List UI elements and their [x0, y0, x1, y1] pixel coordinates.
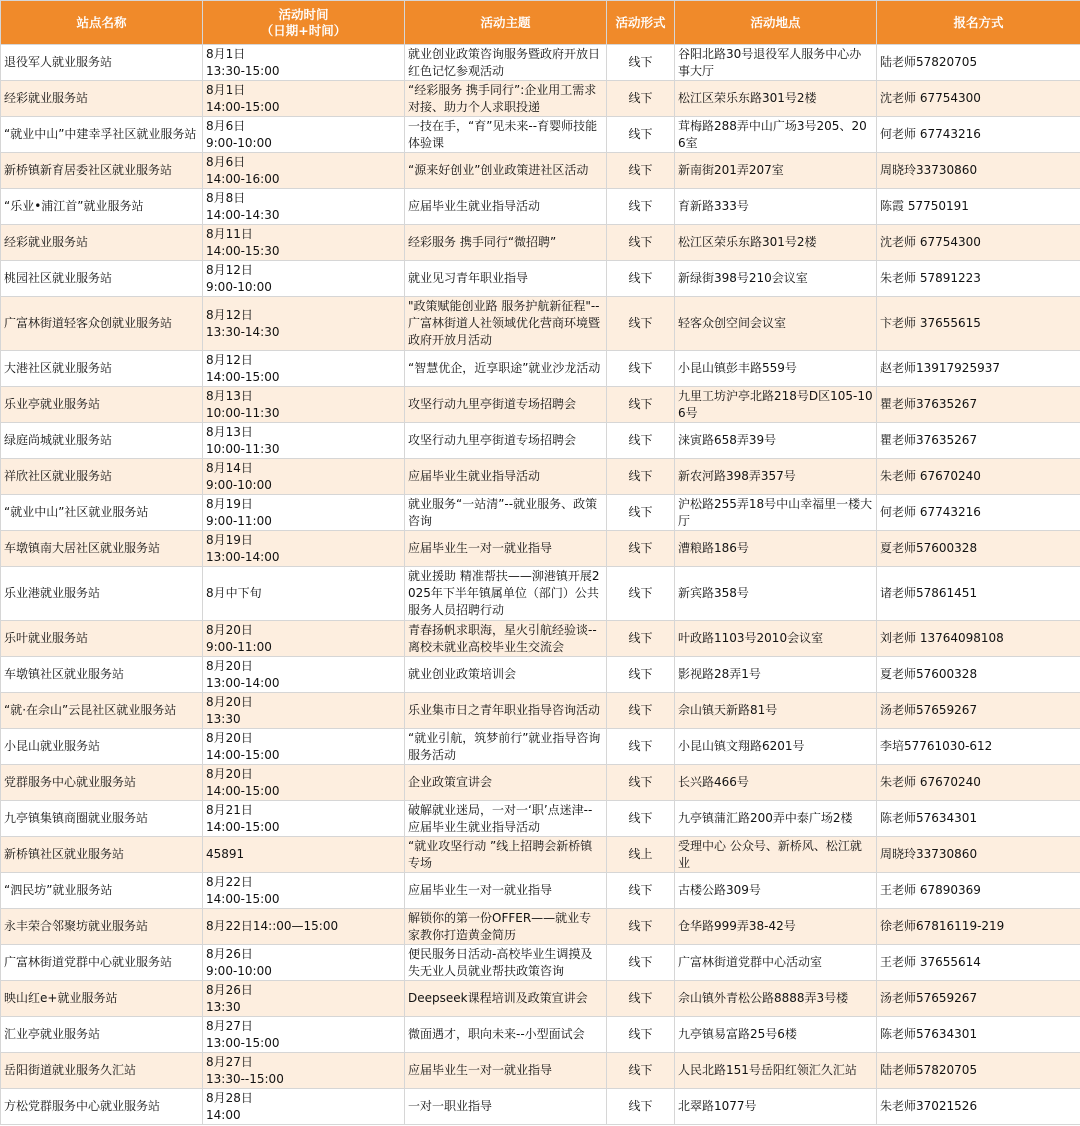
header-signup: 报名方式 [877, 1, 1080, 45]
table-row [1, 153, 1080, 189]
cell-signup: 沈老师 67754300 [877, 225, 1080, 261]
cell-place: 影视路28弄1号 [675, 657, 877, 693]
cell-mode: 线下 [607, 261, 675, 297]
table-row [1, 459, 1080, 495]
cell-place: 谷阳北路30号退役军人服务中心办事大厅 [675, 45, 877, 81]
cell-time: 8月12日 14:00-15:00 [203, 351, 405, 387]
cell-time: 8月26日 9:00-10:00 [203, 945, 405, 981]
cell-theme: 就业创业政策咨询服务暨政府开放日红色记忆参观活动 [405, 45, 607, 81]
cell-time: 8月20日 13:30 [203, 693, 405, 729]
cell-mode: 线上 [607, 837, 675, 873]
cell-place: 北翠路1077号 [675, 1089, 877, 1125]
cell-mode: 线下 [607, 1053, 675, 1089]
cell-place: 叶政路1103号2010会议室 [675, 621, 877, 657]
cell-station: 永丰荣合邻聚坊就业服务站 [1, 909, 203, 945]
cell-station: 桃园社区就业服务站 [1, 261, 203, 297]
cell-time: 8月20日 13:00-14:00 [203, 657, 405, 693]
cell-place: 九亭镇易富路25号6楼 [675, 1017, 877, 1053]
cell-time: 8月26日 13:30 [203, 981, 405, 1017]
cell-mode: 线下 [607, 981, 675, 1017]
cell-mode: 线下 [607, 225, 675, 261]
cell-station: 映山红e+就业服务站 [1, 981, 203, 1017]
cell-time: 8月8日 14:00-14:30 [203, 189, 405, 225]
cell-place: 长兴路466号 [675, 765, 877, 801]
cell-time: 8月22日 14:00-15:00 [203, 873, 405, 909]
header-row [1, 1, 1080, 45]
cell-signup: 诸老师57861451 [877, 567, 1080, 621]
cell-station: 新桥镇社区就业服务站 [1, 837, 203, 873]
cell-place: 人民北路151号岳阳红领汇久汇站 [675, 1053, 877, 1089]
cell-time: 8月13日 10:00-11:30 [203, 423, 405, 459]
cell-place: 松江区荣乐东路301号2楼 [675, 81, 877, 117]
table-header [1, 1, 1080, 45]
table-row [1, 1089, 1080, 1125]
cell-mode: 线下 [607, 297, 675, 351]
cell-time: 8月27日 13:30--15:00 [203, 1053, 405, 1089]
cell-signup: 周晓玲33730860 [877, 153, 1080, 189]
cell-time: 8月12日 9:00-10:00 [203, 261, 405, 297]
cell-station: 方松党群服务中心就业服务站 [1, 1089, 203, 1125]
cell-signup: 刘老师 13764098108 [877, 621, 1080, 657]
cell-theme: “源来好创业”创业政策进社区活动 [405, 153, 607, 189]
cell-signup: 朱老师 67670240 [877, 765, 1080, 801]
table-row [1, 981, 1080, 1017]
cell-signup: 王老师 37655614 [877, 945, 1080, 981]
cell-theme: “经彩服务 携手同行”:企业用工需求对接、助力个人求职投递 [405, 81, 607, 117]
cell-station: 车墩镇社区就业服务站 [1, 657, 203, 693]
cell-place: 新宾路358号 [675, 567, 877, 621]
cell-theme: 一对一职业指导 [405, 1089, 607, 1125]
cell-theme: 就业创业政策培训会 [405, 657, 607, 693]
cell-station: 乐叶就业服务站 [1, 621, 203, 657]
cell-mode: 线下 [607, 423, 675, 459]
cell-theme: 乐业集市日之青年职业指导咨询活动 [405, 693, 607, 729]
cell-time: 8月中下旬 [203, 567, 405, 621]
cell-place: 松江区荣乐东路301号2楼 [675, 225, 877, 261]
cell-station: “就业中山”中建幸孚社区就业服务站 [1, 117, 203, 153]
cell-station: “就·在佘山”云昆社区就业服务站 [1, 693, 203, 729]
cell-station: 经彩就业服务站 [1, 81, 203, 117]
cell-station: 小昆山就业服务站 [1, 729, 203, 765]
header-time [203, 1, 405, 45]
table-row [1, 657, 1080, 693]
table-row [1, 189, 1080, 225]
table-row [1, 45, 1080, 81]
cell-theme: “就业引航，筑梦前行”就业指导咨询服务活动 [405, 729, 607, 765]
cell-mode: 线下 [607, 117, 675, 153]
cell-theme: 解锁你的第一份OFFER——就业专家教你打造黄金简历 [405, 909, 607, 945]
cell-mode: 线下 [607, 909, 675, 945]
cell-time: 8月11日 14:00-15:30 [203, 225, 405, 261]
cell-time: 45891 [203, 837, 405, 873]
cell-place: 受理中心 公众号、新桥风、松江就业 [675, 837, 877, 873]
cell-time: 8月1日 13:30-15:00 [203, 45, 405, 81]
cell-mode: 线下 [607, 1089, 675, 1125]
header-theme: 活动主题 [405, 1, 607, 45]
cell-mode: 线下 [607, 801, 675, 837]
cell-mode: 线下 [607, 45, 675, 81]
cell-time: 8月27日 13:00-15:00 [203, 1017, 405, 1053]
cell-time: 8月20日 14:00-15:00 [203, 729, 405, 765]
cell-time: 8月14日 9:00-10:00 [203, 459, 405, 495]
cell-signup: 夏老师57600328 [877, 531, 1080, 567]
cell-place: 广富林街道党群中心活动室 [675, 945, 877, 981]
cell-signup: 王老师 67890369 [877, 873, 1080, 909]
cell-station: 车墩镇南大居社区就业服务站 [1, 531, 203, 567]
table-row [1, 765, 1080, 801]
cell-signup: 周晓玲33730860 [877, 837, 1080, 873]
cell-theme: “智慧优企，近享职途”就业沙龙活动 [405, 351, 607, 387]
cell-theme: 应届毕业生一对一就业指导 [405, 1053, 607, 1089]
cell-signup: 朱老师 67670240 [877, 459, 1080, 495]
cell-mode: 线下 [607, 945, 675, 981]
cell-mode: 线下 [607, 729, 675, 765]
table-row [1, 225, 1080, 261]
cell-place: 小昆山镇文翔路6201号 [675, 729, 877, 765]
table-row [1, 423, 1080, 459]
table-row [1, 117, 1080, 153]
cell-time: 8月20日 14:00-15:00 [203, 765, 405, 801]
table-row [1, 621, 1080, 657]
cell-mode: 线下 [607, 153, 675, 189]
cell-place: 仓华路999弄38-42号 [675, 909, 877, 945]
header-station: 站点名称 [1, 1, 203, 45]
cell-mode: 线下 [607, 657, 675, 693]
cell-theme: 便民服务日活动-高校毕业生调摸及失无业人员就业帮扶政策咨询 [405, 945, 607, 981]
cell-place: 新绿街398号210会议室 [675, 261, 877, 297]
cell-place: 新农河路398弄357号 [675, 459, 877, 495]
cell-station: 退役军人就业服务站 [1, 45, 203, 81]
cell-mode: 线下 [607, 495, 675, 531]
cell-mode: 线下 [607, 459, 675, 495]
cell-time: 8月21日 14:00-15:00 [203, 801, 405, 837]
cell-mode: 线下 [607, 873, 675, 909]
cell-station: 新桥镇新育居委社区就业服务站 [1, 153, 203, 189]
cell-time: 8月13日 10:00-11:30 [203, 387, 405, 423]
cell-station: 广富林街道轻客众创就业服务站 [1, 297, 203, 351]
cell-mode: 线下 [607, 531, 675, 567]
cell-time: 8月19日 13:00-14:00 [203, 531, 405, 567]
cell-signup: 夏老师57600328 [877, 657, 1080, 693]
cell-signup: 何老师 67743216 [877, 117, 1080, 153]
cell-place: 佘山镇天新路81号 [675, 693, 877, 729]
cell-station: “乐业•浦江首”就业服务站 [1, 189, 203, 225]
cell-time: 8月19日 9:00-11:00 [203, 495, 405, 531]
header-time-line2: （日期+时间） [260, 22, 347, 38]
cell-theme: 攻坚行动九里亭街道专场招聘会 [405, 423, 607, 459]
table-row [1, 909, 1080, 945]
cell-time: 8月20日 9:00-11:00 [203, 621, 405, 657]
cell-time: 8月1日 14:00-15:00 [203, 81, 405, 117]
cell-theme: 应届毕业生一对一就业指导 [405, 531, 607, 567]
cell-signup: 徐老师67816119-219 [877, 909, 1080, 945]
cell-station: “泗民坊”就业服务站 [1, 873, 203, 909]
cell-mode: 线下 [607, 765, 675, 801]
header-time-line1: 活动时间 [278, 6, 329, 22]
cell-theme: 攻坚行动九里亭街道专场招聘会 [405, 387, 607, 423]
cell-theme: 微面遇才，职向未来--小型面试会 [405, 1017, 607, 1053]
table-row [1, 693, 1080, 729]
cell-mode: 线下 [607, 81, 675, 117]
cell-signup: 朱老师37021526 [877, 1089, 1080, 1125]
table-row [1, 261, 1080, 297]
cell-signup: 赵老师13917925937 [877, 351, 1080, 387]
cell-theme: 企业政策宣讲会 [405, 765, 607, 801]
cell-theme: 应届毕业生一对一就业指导 [405, 873, 607, 909]
cell-station: 九亭镇集镇商圈就业服务站 [1, 801, 203, 837]
cell-theme: 破解就业迷局，一对一‘职’点迷津--应届毕业生就业指导活动 [405, 801, 607, 837]
cell-signup: 陈老师57634301 [877, 1017, 1080, 1053]
cell-station: “就业中山”社区就业服务站 [1, 495, 203, 531]
cell-time: 8月6日 14:00-16:00 [203, 153, 405, 189]
table-row [1, 387, 1080, 423]
cell-theme: Deepseek课程培训及政策宣讲会 [405, 981, 607, 1017]
cell-theme: 一技在手，“育”见未来--育婴师技能体验课 [405, 117, 607, 153]
cell-station: 岳阳街道就业服务久汇站 [1, 1053, 203, 1089]
cell-time: 8月12日 13:30-14:30 [203, 297, 405, 351]
cell-place: 小昆山镇彭丰路559号 [675, 351, 877, 387]
cell-theme: 就业见习青年职业指导 [405, 261, 607, 297]
header-mode: 活动形式 [607, 1, 675, 45]
cell-place: 九里工坊沪亭北路218号D区105-106号 [675, 387, 877, 423]
cell-station: 党群服务中心就业服务站 [1, 765, 203, 801]
cell-mode: 线下 [607, 1017, 675, 1053]
table-row [1, 81, 1080, 117]
cell-mode: 线下 [607, 621, 675, 657]
cell-signup: 汤老师57659267 [877, 981, 1080, 1017]
cell-theme: 经彩服务 携手同行“微招聘” [405, 225, 607, 261]
cell-signup: 瞿老师37635267 [877, 423, 1080, 459]
cell-theme: 青春扬帆求职海，星火引航经验谈--离校未就业高校毕业生交流会 [405, 621, 607, 657]
cell-station: 绿庭尚城就业服务站 [1, 423, 203, 459]
cell-station: 广富林街道党群中心就业服务站 [1, 945, 203, 981]
cell-station: 祥欣社区就业服务站 [1, 459, 203, 495]
cell-place: 涞寅路658弄39号 [675, 423, 877, 459]
table-row [1, 873, 1080, 909]
cell-mode: 线下 [607, 387, 675, 423]
cell-station: 乐业亭就业服务站 [1, 387, 203, 423]
cell-mode: 线下 [607, 693, 675, 729]
cell-signup: 汤老师57659267 [877, 693, 1080, 729]
table-row [1, 945, 1080, 981]
cell-theme: 就业服务“一站清”--就业服务、政策咨询 [405, 495, 607, 531]
table-row [1, 837, 1080, 873]
cell-signup: 陈老师57634301 [877, 801, 1080, 837]
table-row [1, 297, 1080, 351]
cell-theme: "政策赋能创业路 服务护航新征程"--广富林街道人社领域优化营商环境暨政府开放月活动 [405, 297, 607, 351]
table-row [1, 351, 1080, 387]
table-body [1, 45, 1080, 1125]
cell-place: 轻客众创空间会议室 [675, 297, 877, 351]
cell-signup: 何老师 67743216 [877, 495, 1080, 531]
table-row [1, 1017, 1080, 1053]
cell-signup: 李培57761030-612 [877, 729, 1080, 765]
header-place: 活动地点 [675, 1, 877, 45]
cell-mode: 线下 [607, 351, 675, 387]
table-row [1, 495, 1080, 531]
cell-time: 8月22日14::00—15:00 [203, 909, 405, 945]
cell-signup: 沈老师 67754300 [877, 81, 1080, 117]
table-row [1, 801, 1080, 837]
cell-station: 经彩就业服务站 [1, 225, 203, 261]
cell-station: 汇业亭就业服务站 [1, 1017, 203, 1053]
cell-signup: 朱老师 57891223 [877, 261, 1080, 297]
cell-place: 古楼公路309号 [675, 873, 877, 909]
cell-signup: 陈霞 57750191 [877, 189, 1080, 225]
cell-place: 漕粮路186号 [675, 531, 877, 567]
cell-station: 乐业港就业服务站 [1, 567, 203, 621]
cell-place: 九亭镇蒲汇路200弄中泰广场2楼 [675, 801, 877, 837]
cell-mode: 线下 [607, 189, 675, 225]
cell-signup: 陆老师57820705 [877, 1053, 1080, 1089]
cell-theme: “就业攻坚行动 ”线上招聘会新桥镇专场 [405, 837, 607, 873]
table-row [1, 531, 1080, 567]
cell-theme: 就业援助 精准帮扶——泖港镇开展2025年下半年镇属单位（部门）公共服务人员招聘行动 [405, 567, 607, 621]
cell-theme: 应届毕业生就业指导活动 [405, 189, 607, 225]
cell-station: 大港社区就业服务站 [1, 351, 203, 387]
cell-place: 育新路333号 [675, 189, 877, 225]
cell-place: 茸梅路288弄中山广场3号205、206室 [675, 117, 877, 153]
cell-mode: 线下 [607, 567, 675, 621]
cell-signup: 瞿老师37635267 [877, 387, 1080, 423]
table-row [1, 1053, 1080, 1089]
cell-time: 8月6日 9:00-10:00 [203, 117, 405, 153]
cell-signup: 陆老师57820705 [877, 45, 1080, 81]
cell-place: 佘山镇外青松公路8888弄3号楼 [675, 981, 877, 1017]
cell-time: 8月28日 14:00 [203, 1089, 405, 1125]
cell-place: 沪松路255弄18号中山幸福里一楼大厅 [675, 495, 877, 531]
cell-theme: 应届毕业生就业指导活动 [405, 459, 607, 495]
cell-place: 新南街201弄207室 [675, 153, 877, 189]
table-row [1, 729, 1080, 765]
table-row [1, 567, 1080, 621]
cell-signup: 卞老师 37655615 [877, 297, 1080, 351]
